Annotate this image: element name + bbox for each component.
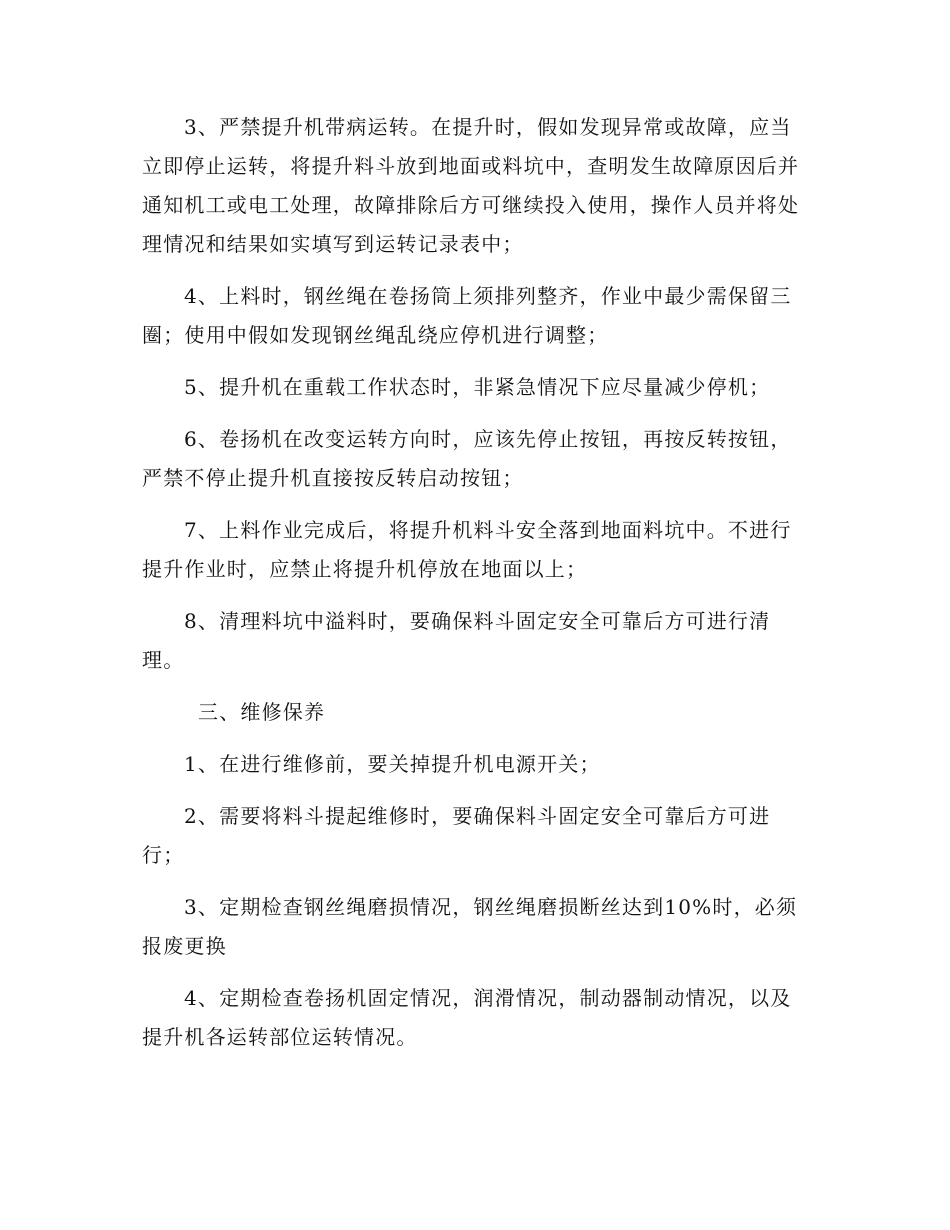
operation-rule-3: 3、严禁提升机带病运转。在提升时，假如发现异常或故障，应当立即停止运转，将提升料斗放到地面或料坑中，查明发生故障原因后并通知机工或电工处理，故障排除后方可继续投入使用，操作人员并将处理情况和结果如实填写到运转记录表中；	[142, 115, 800, 256]
maintenance-rule-2: 2、需要将料斗提起维修时，要确保料斗固定安全可靠后方可进行；	[142, 804, 771, 867]
document-body	[142, 108, 812, 1070]
operation-rule-5: 5、提升机在重载工作状态时，非紧急情况下应尽量减少停机；	[184, 375, 771, 399]
operation-rule-7: 7、上料作业完成后，将提升机料斗安全落到地面料坑中。不进行提升作业时，应禁止将提升机停放在地面以上；	[142, 518, 792, 581]
section-heading: 三、维修保养	[198, 700, 326, 724]
operation-rule-8: 8、清理料坑中溢料时，要确保料斗固定安全可靠后方可进行清理。	[142, 609, 771, 672]
maintenance-rule-4: 4、定期检查卷扬机固定情况，润滑情况，制动器制动情况，以及提升机各运转部位运转情况。	[142, 986, 792, 1049]
maintenance-rule-3: 3、定期检查钢丝绳磨损情况，钢丝绳磨损断丝达到10%时，必须报废更换	[142, 895, 798, 958]
operation-rule-6: 6、卷扬机在改变运转方向时，应该先停止按钮，再按反转按钮，严禁不停止提升机直接按反转启动按钮；	[142, 427, 792, 490]
operation-rule-4: 4、上料时，钢丝绳在卷扬筒上须排列整齐，作业中最少需保留三圈；使用中假如发现钢丝绳乱绕应停机进行调整；	[142, 284, 792, 347]
maintenance-rule-1: 1、在进行维修前，要关掉提升机电源开关；	[184, 752, 601, 776]
